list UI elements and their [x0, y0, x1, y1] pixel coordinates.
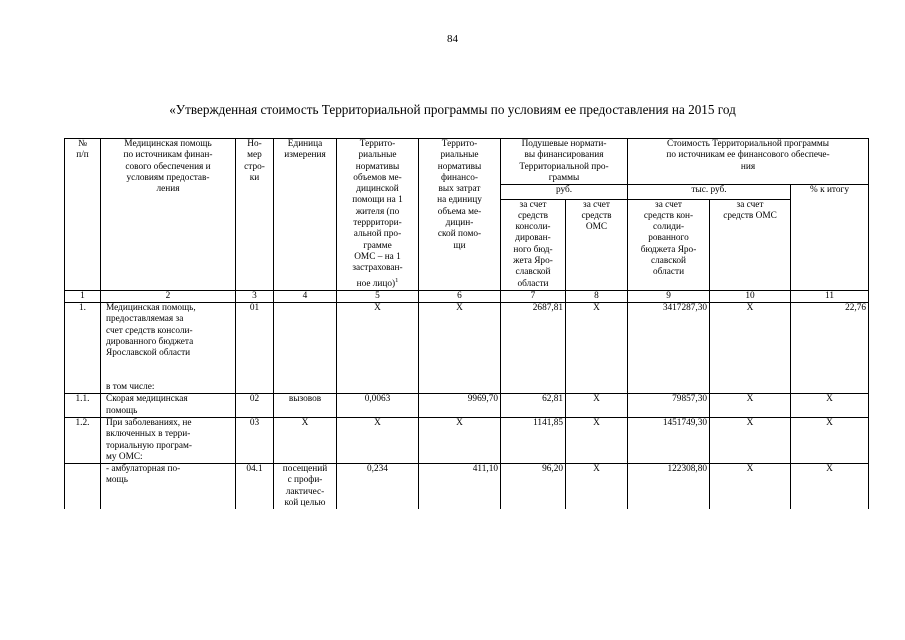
row-name: Скорая медицинская помощь	[101, 394, 236, 418]
column-number: 7	[501, 290, 566, 302]
footnote-marker: 1	[395, 276, 399, 284]
row-total-budget: 1451749,30	[628, 417, 710, 463]
header-row	[65, 139, 869, 185]
row-cost: Х	[419, 302, 501, 393]
header-care: Медицинская помощь по источникам финан- сового обеспечения и условиям предостав- ления	[101, 139, 236, 291]
row-pc-budget: 96,20	[501, 464, 566, 510]
row-cost: Х	[419, 417, 501, 463]
row-total-budget: 122308,80	[628, 464, 710, 510]
row-unit: посещений с профи- лактичес- кой целью	[274, 464, 337, 510]
row-cost: 411,10	[419, 464, 501, 510]
row-pc-oms: Х	[566, 417, 628, 463]
row-name: Медицинская помощь, предоставляемая за счет средств консоли- дированного бюджета Ярославской области в том числе:	[101, 302, 236, 393]
row-percent: 22,76	[791, 302, 869, 393]
header-row-number: Но- мер стро- ки	[236, 139, 274, 291]
table-row	[65, 464, 869, 510]
table-row	[65, 417, 869, 463]
column-number: 9	[628, 290, 710, 302]
row-volume: Х	[337, 417, 419, 463]
row-line: 02	[236, 394, 274, 418]
row-pc-oms: Х	[566, 464, 628, 510]
row-total-oms: Х	[710, 394, 791, 418]
document-title: «Утвержденная стоимость Территориальной программы по условиям ее предоставления на 2015 год	[169, 102, 736, 117]
row-pc-budget: 1141,85	[501, 417, 566, 463]
column-number: 11	[791, 290, 869, 302]
row-num: 1.1.	[65, 394, 101, 418]
row-unit: Х	[274, 417, 337, 463]
row-percent: Х	[791, 464, 869, 510]
header-num: № п/п	[65, 139, 101, 291]
table-row	[65, 394, 869, 418]
row-num: 1.2.	[65, 417, 101, 463]
program-cost-table	[64, 138, 869, 509]
row-volume: Х	[337, 302, 419, 393]
row-num: 1.	[65, 302, 101, 393]
column-number: 10	[710, 290, 791, 302]
row-cost: 9969,70	[419, 394, 501, 418]
header-program-cost: Стоимость Территориальной программы по источникам ее финансового обеспече- ния	[628, 139, 869, 185]
row-volume: 0,0063	[337, 394, 419, 418]
row-total-budget: 79857,30	[628, 394, 710, 418]
row-name: При заболеваниях, не включенных в терри- ториальную програм- му ОМС:	[101, 417, 236, 463]
row-line: 01	[236, 302, 274, 393]
row-percent: Х	[791, 417, 869, 463]
header-total-oms: за счет средств ОМС	[710, 199, 791, 290]
header-norm-cost: Террито- риальные нормативы финансо- вых затрат на единицу объема ме- дицин- ской помо- щи	[419, 139, 501, 291]
row-total-oms: Х	[710, 302, 791, 393]
row-unit	[274, 302, 337, 393]
row-pc-oms: Х	[566, 302, 628, 393]
header-pc-budget: за счет средств консоли- дирован- ного бюд- жета Яро- славской области	[501, 199, 566, 290]
row-total-oms: Х	[710, 464, 791, 510]
header-norm-volume-text: Террито- риальные нормативы объемов ме- дицинской помощи на 1 жителя (по террритори- альной про- грамме ОМС – на 1 застрахован- ное лицо)	[352, 139, 403, 289]
column-number: 3	[236, 290, 274, 302]
row-unit: вызовов	[274, 394, 337, 418]
row-line: 04.1	[236, 464, 274, 510]
row-total-oms: Х	[710, 417, 791, 463]
row-line: 03	[236, 417, 274, 463]
header-per-capita: Подушевые нормати- вы финансирования Территориальной про- граммы	[501, 139, 628, 185]
header-percent: % к итогу	[791, 185, 869, 291]
header-norm-volume	[337, 139, 419, 291]
row-volume: 0,234	[337, 464, 419, 510]
column-number: 6	[419, 290, 501, 302]
header-unit: Единица измерения	[274, 139, 337, 291]
column-number: 2	[101, 290, 236, 302]
row-pc-budget: 62,81	[501, 394, 566, 418]
row-name: - амбулаторная по- мощь	[101, 464, 236, 510]
header-pc-oms: за счет средств ОМС	[566, 199, 628, 290]
table-row	[65, 302, 869, 393]
header-rub: руб.	[501, 185, 628, 199]
row-pc-budget: 2687,81	[501, 302, 566, 393]
column-number-row	[65, 290, 869, 302]
page-number: 84	[447, 33, 458, 45]
column-number: 8	[566, 290, 628, 302]
column-number: 5	[337, 290, 419, 302]
row-total-budget: 3417287,30	[628, 302, 710, 393]
row-percent: Х	[791, 394, 869, 418]
header-thous-rub: тыс. руб.	[628, 185, 791, 199]
column-number: 1	[65, 290, 101, 302]
row-pc-oms: Х	[566, 394, 628, 418]
header-total-budget: за счет средств кон- солиди- рованного бюджета Яро- славской области	[628, 199, 710, 290]
row-num	[65, 464, 101, 510]
column-number: 4	[274, 290, 337, 302]
